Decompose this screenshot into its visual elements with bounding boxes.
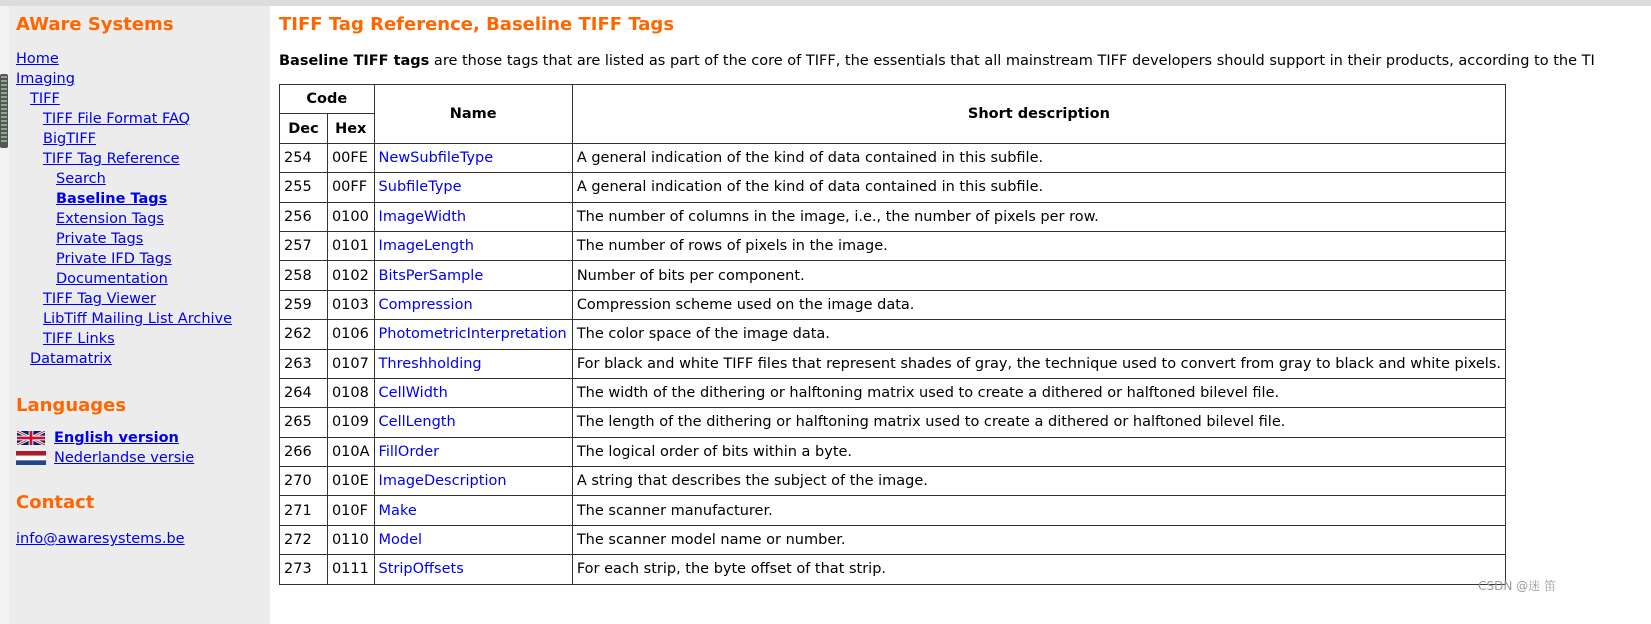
cell-dec: 255: [280, 173, 328, 202]
nav-link-tiff[interactable]: TIFF: [30, 91, 60, 107]
cell-desc: The scanner manufacturer.: [572, 496, 1505, 525]
cell-dec: 271: [280, 496, 328, 525]
table-row: [280, 290, 1506, 319]
nav-link-private-ifd-tags[interactable]: Private IFD Tags: [56, 251, 172, 267]
cell-name: [374, 496, 572, 525]
cell-name: [374, 231, 572, 260]
table-row: [280, 555, 1506, 584]
cell-dec: 273: [280, 555, 328, 584]
cell-name: [374, 320, 572, 349]
tag-name-link[interactable]: ImageDescription: [378, 473, 507, 490]
cell-name: [374, 525, 572, 554]
audio-meter-icon: [0, 74, 8, 148]
intro-bold: Baseline TIFF tags: [279, 53, 430, 69]
cell-desc: The number of columns in the image, i.e., the number of pixels per row.: [572, 202, 1505, 231]
cell-desc: A general indication of the kind of data contained in this subfile.: [572, 173, 1505, 202]
cell-name: [374, 349, 572, 378]
cell-desc: The logical order of bits within a byte.: [572, 437, 1505, 466]
nav-link-tiff-links[interactable]: TIFF Links: [43, 331, 115, 347]
cell-dec: 266: [280, 437, 328, 466]
cell-hex: 010A: [327, 437, 374, 466]
tag-table: [279, 84, 1506, 585]
cell-desc: Compression scheme used on the image data.: [572, 290, 1505, 319]
table-row: [280, 349, 1506, 378]
tag-name-link[interactable]: BitsPerSample: [378, 267, 484, 284]
watermark: CSDN @迷 笛: [1478, 579, 1556, 593]
table-row: [280, 261, 1506, 290]
nav-link-documentation[interactable]: Documentation: [56, 271, 168, 287]
nav-link-search[interactable]: Search: [56, 171, 106, 187]
nav-link-home[interactable]: Home: [16, 51, 59, 67]
cell-desc: For each strip, the byte offset of that strip.: [572, 555, 1505, 584]
cell-hex: 0106: [327, 320, 374, 349]
tag-name-link[interactable]: CellLength: [378, 414, 456, 431]
nl-flag-icon: [16, 451, 46, 465]
cell-hex: 0109: [327, 408, 374, 437]
cell-desc: The scanner model name or number.: [572, 525, 1505, 554]
tag-name-link[interactable]: SubfileType: [378, 179, 462, 196]
table-row: [280, 437, 1506, 466]
languages-heading: Languages: [16, 395, 127, 416]
cell-dec: 256: [280, 202, 328, 231]
cell-name: [374, 173, 572, 202]
cell-hex: 00FE: [327, 143, 374, 172]
tag-name-link[interactable]: CellWidth: [378, 385, 448, 402]
nav-link-baseline-tags[interactable]: Baseline Tags: [56, 191, 168, 207]
table-row: [280, 173, 1506, 202]
header-code: Code: [280, 85, 375, 114]
cell-desc: The width of the dithering or halftoning matrix used to create a dithered or halftoned bilevel file.: [572, 378, 1505, 407]
cell-hex: 0110: [327, 525, 374, 554]
table-row: [280, 320, 1506, 349]
cell-desc: The number of rows of pixels in the image.: [572, 231, 1505, 260]
table-row: [280, 525, 1506, 554]
language-dutch[interactable]: [16, 448, 270, 468]
cell-dec: 270: [280, 467, 328, 496]
tag-name-link[interactable]: Make: [378, 502, 417, 519]
intro-rest: are those tags that are listed as part of the core of TIFF, the essentials that all mainstream TIFF developers should support in their products, according to the TI: [429, 53, 1595, 69]
left-edge: [0, 6, 9, 624]
cell-hex: 0108: [327, 378, 374, 407]
table-row: [280, 378, 1506, 407]
cell-name: [374, 290, 572, 319]
cell-hex: 0107: [327, 349, 374, 378]
header-name: Name: [374, 85, 572, 144]
cell-dec: 257: [280, 231, 328, 260]
cell-desc: The color space of the image data.: [572, 320, 1505, 349]
header-description: Short description: [572, 85, 1505, 144]
table-row: [280, 231, 1506, 260]
cell-name: [374, 437, 572, 466]
table-row: [280, 143, 1506, 172]
cell-name: [374, 261, 572, 290]
nav-link-extension-tags[interactable]: Extension Tags: [56, 211, 164, 227]
contact-heading: Contact: [16, 492, 95, 513]
cell-dec: 262: [280, 320, 328, 349]
tag-name-link[interactable]: ImageLength: [378, 238, 474, 255]
cell-dec: 265: [280, 408, 328, 437]
tag-name-link[interactable]: Compression: [378, 296, 473, 313]
cell-dec: 272: [280, 525, 328, 554]
cell-hex: 0102: [327, 261, 374, 290]
site-title: AWare Systems: [16, 14, 174, 35]
english-version-link[interactable]: English version: [54, 430, 179, 446]
cell-hex: 0103: [327, 290, 374, 319]
nav-link-libtiff-mailing-list-archive[interactable]: LibTiff Mailing List Archive: [43, 311, 233, 327]
cell-dec: 258: [280, 261, 328, 290]
cell-hex: 010F: [327, 496, 374, 525]
main-content: [279, 14, 1651, 585]
cell-dec: 254: [280, 143, 328, 172]
cell-name: [374, 467, 572, 496]
uk-flag-icon: [16, 431, 46, 445]
cell-name: [374, 202, 572, 231]
nav-link-bigtiff[interactable]: BigTIFF: [43, 131, 96, 147]
nav-link-tiff-file-format-faq[interactable]: TIFF File Format FAQ: [43, 111, 191, 127]
cell-desc: A string that describes the subject of the image.: [572, 467, 1505, 496]
nav-link-datamatrix[interactable]: Datamatrix: [30, 351, 112, 367]
cell-desc: A general indication of the kind of data contained in this subfile.: [572, 143, 1505, 172]
table-row: [280, 408, 1506, 437]
nav-link-imaging[interactable]: Imaging: [16, 71, 75, 87]
intro-text: [279, 53, 1651, 69]
cell-hex: 0101: [327, 231, 374, 260]
cell-dec: 264: [280, 378, 328, 407]
cell-name: [374, 378, 572, 407]
page-title: TIFF Tag Reference, Baseline TIFF Tags: [279, 14, 675, 35]
cell-dec: 263: [280, 349, 328, 378]
cell-desc: For black and white TIFF files that represent shades of gray, the technique used to convert from gray to black and white pixels.: [572, 349, 1505, 378]
tag-name-link[interactable]: FillOrder: [378, 443, 440, 460]
nav-link-tiff-tag-viewer[interactable]: TIFF Tag Viewer: [43, 291, 156, 307]
sidebar-nav: [16, 49, 270, 369]
nav-link-tiff-tag-reference[interactable]: TIFF Tag Reference: [43, 151, 180, 167]
header-dec: Dec: [280, 114, 328, 143]
tag-name-link[interactable]: Threshholding: [378, 355, 482, 372]
language-english[interactable]: [16, 428, 270, 448]
header-hex: Hex: [327, 114, 374, 143]
tag-name-link[interactable]: Model: [378, 532, 423, 549]
cell-dec: 259: [280, 290, 328, 319]
cell-name: [374, 408, 572, 437]
table-row: [280, 496, 1506, 525]
cell-hex: 010E: [327, 467, 374, 496]
cell-name: [374, 143, 572, 172]
cell-hex: 00FF: [327, 173, 374, 202]
cell-name: [374, 555, 572, 584]
cell-hex: 0100: [327, 202, 374, 231]
table-row: [280, 467, 1506, 496]
tag-name-link[interactable]: ImageWidth: [378, 208, 467, 225]
tag-name-link[interactable]: StripOffsets: [378, 561, 464, 578]
dutch-version-link[interactable]: Nederlandse versie: [54, 450, 195, 466]
cell-hex: 0111: [327, 555, 374, 584]
cell-desc: Number of bits per component.: [572, 261, 1505, 290]
tag-name-link[interactable]: PhotometricInterpretation: [378, 326, 567, 343]
contact-email-link[interactable]: info@awaresystems.be: [16, 531, 185, 547]
tag-name-link[interactable]: NewSubfileType: [378, 149, 494, 166]
cell-desc: The length of the dithering or halftoning matrix used to create a dithered or halftoned bilevel file.: [572, 408, 1505, 437]
table-row: [280, 202, 1506, 231]
sidebar: [9, 6, 270, 624]
nav-link-private-tags[interactable]: Private Tags: [56, 231, 144, 247]
